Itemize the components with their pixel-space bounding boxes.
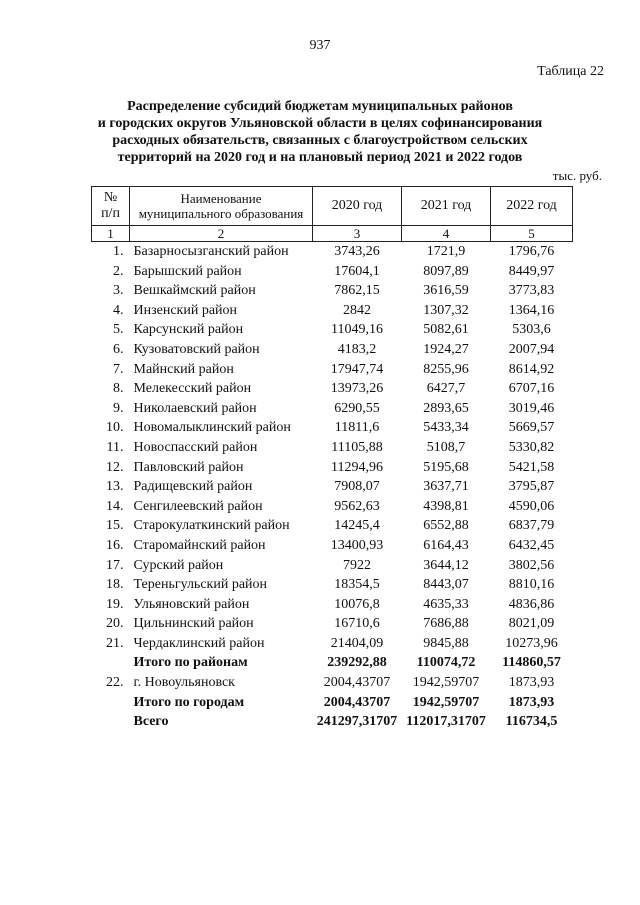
row-value-2022: 6837,79 bbox=[508, 518, 555, 534]
row-value-2020: 4183,2 bbox=[337, 341, 377, 357]
row-value-2022: 1873,93 bbox=[508, 694, 555, 710]
table-total-row bbox=[92, 653, 573, 673]
row-number: 17. bbox=[106, 557, 124, 573]
row-value-2021: 6552,88 bbox=[423, 518, 469, 534]
row-value-2022: 5669,57 bbox=[508, 420, 555, 436]
column-number: 5 bbox=[491, 226, 573, 242]
header-2022: 2022 год bbox=[491, 187, 573, 226]
row-value-2022: 4836,86 bbox=[508, 596, 555, 612]
row-value-2020: 239292,88 bbox=[327, 655, 387, 671]
row-value-2021: 4398,81 bbox=[423, 498, 469, 514]
row-value-2020: 14245,4 bbox=[334, 518, 380, 534]
row-value-2021: 8255,96 bbox=[423, 361, 469, 377]
row-value-2020: 10076,8 bbox=[334, 596, 380, 612]
row-value-2021: 110074,72 bbox=[416, 655, 476, 671]
row-number: 13. bbox=[106, 479, 124, 495]
title-line: территорий на 2020 год и на плановый период 2021 и 2022 годов bbox=[117, 150, 523, 165]
row-value-2020: 11294,96 bbox=[331, 459, 383, 475]
row-value-2020: 11049,16 bbox=[331, 322, 383, 338]
row-name: Базарносызганский район bbox=[133, 244, 289, 259]
row-value-2022: 1873,93 bbox=[508, 675, 555, 691]
table-row bbox=[92, 595, 573, 615]
row-name: Чердаклинский район bbox=[133, 635, 265, 651]
row-value-2020: 3743,26 bbox=[334, 244, 380, 259]
row-value-2021: 7686,88 bbox=[423, 616, 469, 632]
row-value-2020: 17947,74 bbox=[330, 361, 384, 377]
row-name: Сурский район bbox=[133, 557, 224, 573]
row-value-2021: 1942,59707 bbox=[412, 675, 480, 691]
row-name: Новомалыклинский район bbox=[133, 420, 291, 436]
row-value-2020: 9562,63 bbox=[334, 498, 380, 514]
row-value-2020: 2842 bbox=[343, 302, 371, 318]
table-header-row bbox=[92, 187, 573, 226]
row-value-2022: 3773,83 bbox=[508, 283, 555, 299]
units-label: тыс. руб. bbox=[552, 168, 602, 183]
row-name: Новоспасский район bbox=[133, 439, 258, 455]
row-value-2021: 9845,88 bbox=[423, 635, 469, 651]
row-number: 3. bbox=[113, 283, 124, 299]
row-name: Старомайнский район bbox=[133, 537, 266, 553]
row-value-2021: 5195,68 bbox=[423, 459, 469, 475]
row-name: Тереньгульский район bbox=[133, 577, 268, 593]
table-label: Таблица 22 bbox=[537, 64, 604, 79]
table-row bbox=[92, 634, 573, 654]
row-value-2022: 6432,45 bbox=[508, 537, 555, 553]
row-number: 18. bbox=[106, 577, 124, 593]
header-number bbox=[92, 187, 130, 226]
row-value-2020: 7922 bbox=[343, 557, 371, 573]
row-value-2022: 10273,96 bbox=[505, 635, 558, 651]
row-value-2020: 17604,1 bbox=[334, 263, 380, 279]
header-name bbox=[130, 187, 313, 226]
row-value-2020: 16710,6 bbox=[334, 616, 380, 632]
row-number: 4. bbox=[113, 302, 124, 318]
row-name: г. Новоульяновск bbox=[133, 675, 235, 691]
row-value-2021: 3637,71 bbox=[423, 479, 469, 495]
row-value-2022: 5303,6 bbox=[512, 322, 551, 338]
row-number: 5. bbox=[113, 322, 124, 338]
row-number: 14. bbox=[106, 498, 124, 514]
row-name: Старокулаткинский район bbox=[133, 518, 290, 534]
row-number: 1. bbox=[113, 244, 124, 259]
row-number: 7. bbox=[113, 361, 124, 377]
table-total-row bbox=[92, 712, 573, 732]
row-value-2021: 5433,34 bbox=[423, 420, 469, 436]
table-row bbox=[92, 458, 573, 478]
row-value-2021: 5082,61 bbox=[423, 322, 469, 338]
row-number bbox=[92, 712, 130, 732]
row-value-2020: 2004,43707 bbox=[323, 694, 391, 710]
table-row bbox=[92, 262, 573, 282]
row-number: 12. bbox=[106, 459, 124, 475]
row-name: Павловский район bbox=[133, 459, 244, 475]
row-value-2021: 2893,65 bbox=[423, 400, 469, 416]
row-value-2021: 1721,9 bbox=[426, 244, 466, 259]
row-name: Вешкаймский район bbox=[133, 283, 256, 299]
row-value-2021: 8097,89 bbox=[423, 263, 469, 279]
row-number: 21. bbox=[106, 635, 124, 651]
row-value-2020: 241297,31707 bbox=[316, 714, 398, 730]
row-number: 10. bbox=[106, 420, 124, 436]
header-2020: 2020 год bbox=[313, 187, 402, 226]
row-name: Майнский район bbox=[133, 361, 234, 377]
row-value-2020: 13973,26 bbox=[330, 381, 384, 397]
table-row bbox=[92, 438, 573, 458]
row-number: 19. bbox=[106, 596, 124, 612]
row-name: Карсунский район bbox=[133, 322, 244, 338]
row-number: 11. bbox=[106, 439, 124, 455]
row-value-2020: 11811,6 bbox=[334, 420, 380, 436]
table-row bbox=[92, 614, 573, 634]
table-row bbox=[92, 516, 573, 536]
table-row bbox=[92, 242, 573, 262]
column-number: 4 bbox=[402, 226, 491, 242]
row-value-2022: 5330,82 bbox=[508, 439, 555, 455]
row-value-2021: 4635,33 bbox=[423, 596, 469, 612]
table-row bbox=[92, 497, 573, 517]
document-title bbox=[80, 98, 560, 166]
row-name: Итого по районам bbox=[133, 655, 248, 671]
row-value-2021: 1307,32 bbox=[423, 302, 469, 318]
table-row bbox=[92, 418, 573, 438]
row-value-2020: 13400,93 bbox=[330, 537, 384, 553]
row-value-2021: 8443,07 bbox=[423, 577, 469, 593]
table-row bbox=[92, 477, 573, 497]
header-number-line1: № bbox=[103, 190, 118, 205]
table-total-row bbox=[92, 693, 573, 713]
row-value-2022: 8021,09 bbox=[508, 616, 555, 632]
row-number: 2. bbox=[113, 263, 124, 279]
row-number bbox=[92, 653, 130, 673]
row-value-2020: 2004,43707 bbox=[323, 675, 391, 691]
row-number: 6. bbox=[113, 341, 124, 357]
title-line: Распределение субсидий бюджетам муниципальных районов bbox=[127, 99, 513, 114]
table-row bbox=[92, 340, 573, 360]
row-value-2022: 5421,58 bbox=[508, 459, 555, 475]
row-value-2021: 6427,7 bbox=[426, 381, 466, 397]
table-body bbox=[92, 242, 573, 732]
header-2021: 2021 год bbox=[402, 187, 491, 226]
row-number: 20. bbox=[106, 616, 124, 632]
row-name: Цильнинский район bbox=[133, 616, 254, 632]
table-row bbox=[92, 556, 573, 576]
table-row bbox=[92, 575, 573, 595]
row-value-2020: 11105,88 bbox=[331, 439, 383, 455]
row-value-2021: 1924,27 bbox=[423, 341, 469, 357]
table-row bbox=[92, 673, 573, 693]
table-row bbox=[92, 379, 573, 399]
table-row bbox=[92, 320, 573, 340]
row-name: Итого по городам bbox=[133, 694, 245, 710]
row-name: Барышский район bbox=[133, 263, 242, 279]
row-value-2022: 2007,94 bbox=[508, 341, 555, 357]
row-name: Всего bbox=[133, 714, 169, 730]
row-value-2022: 116734,5 bbox=[505, 714, 558, 730]
row-value-2021: 6164,43 bbox=[423, 537, 469, 553]
row-number: 8. bbox=[113, 381, 124, 397]
header-name-line2: муниципального образования bbox=[138, 206, 304, 221]
table-row bbox=[92, 301, 573, 321]
header-name-line1: Наименование bbox=[180, 191, 262, 206]
header-number-line2: п/п bbox=[101, 206, 120, 221]
row-number bbox=[92, 693, 130, 713]
row-value-2022: 8614,92 bbox=[508, 361, 555, 377]
row-value-2022: 8449,97 bbox=[508, 263, 555, 279]
row-value-2021: 3644,12 bbox=[423, 557, 469, 573]
row-value-2022: 114860,57 bbox=[502, 655, 561, 671]
row-name: Сенгилеевский район bbox=[133, 498, 263, 514]
table-row bbox=[92, 536, 573, 556]
row-value-2020: 6290,55 bbox=[334, 400, 380, 416]
subsidy-table bbox=[91, 186, 573, 732]
column-number: 2 bbox=[130, 226, 313, 242]
row-value-2022: 1796,76 bbox=[508, 244, 555, 259]
row-value-2022: 3802,56 bbox=[508, 557, 555, 573]
row-name: Ульяновский район bbox=[133, 596, 250, 612]
column-number: 3 bbox=[313, 226, 402, 242]
row-value-2022: 1364,16 bbox=[508, 302, 555, 318]
page-number: 937 bbox=[309, 38, 331, 53]
row-value-2020: 7908,07 bbox=[334, 479, 380, 495]
row-value-2020: 7862,15 bbox=[334, 283, 380, 299]
row-number: 16. bbox=[106, 537, 124, 553]
row-value-2022: 3019,46 bbox=[508, 400, 555, 416]
table-row bbox=[92, 281, 573, 301]
row-number: 22. bbox=[106, 675, 124, 691]
row-value-2022: 6707,16 bbox=[508, 381, 555, 397]
row-value-2022: 3795,87 bbox=[508, 479, 555, 495]
row-value-2021: 3616,59 bbox=[423, 283, 469, 299]
row-value-2020: 21404,09 bbox=[330, 635, 384, 651]
row-number: 9. bbox=[113, 400, 124, 416]
table-row bbox=[92, 360, 573, 380]
row-value-2021: 112017,31707 bbox=[406, 714, 486, 730]
column-number-row bbox=[92, 226, 573, 242]
row-name: Радищевский район bbox=[133, 479, 253, 495]
row-value-2021: 1942,59707 bbox=[412, 694, 480, 710]
row-value-2022: 8810,16 bbox=[508, 577, 555, 593]
row-value-2022: 4590,06 bbox=[508, 498, 555, 514]
title-line: и городских округов Ульяновской области в целях софинансирования bbox=[97, 116, 543, 131]
row-name: Мелекесский район bbox=[133, 381, 252, 397]
row-name: Инзенский район bbox=[133, 302, 238, 318]
title-line: расходных обязательств, связанных с благоустройством сельских bbox=[112, 133, 528, 148]
table-row bbox=[92, 399, 573, 419]
column-number: 1 bbox=[92, 226, 130, 242]
row-name: Кузоватовский район bbox=[133, 341, 260, 357]
row-value-2021: 5108,7 bbox=[426, 439, 466, 455]
row-name: Николаевский район bbox=[133, 400, 257, 416]
row-number: 15. bbox=[106, 518, 124, 534]
row-value-2020: 18354,5 bbox=[334, 577, 380, 593]
